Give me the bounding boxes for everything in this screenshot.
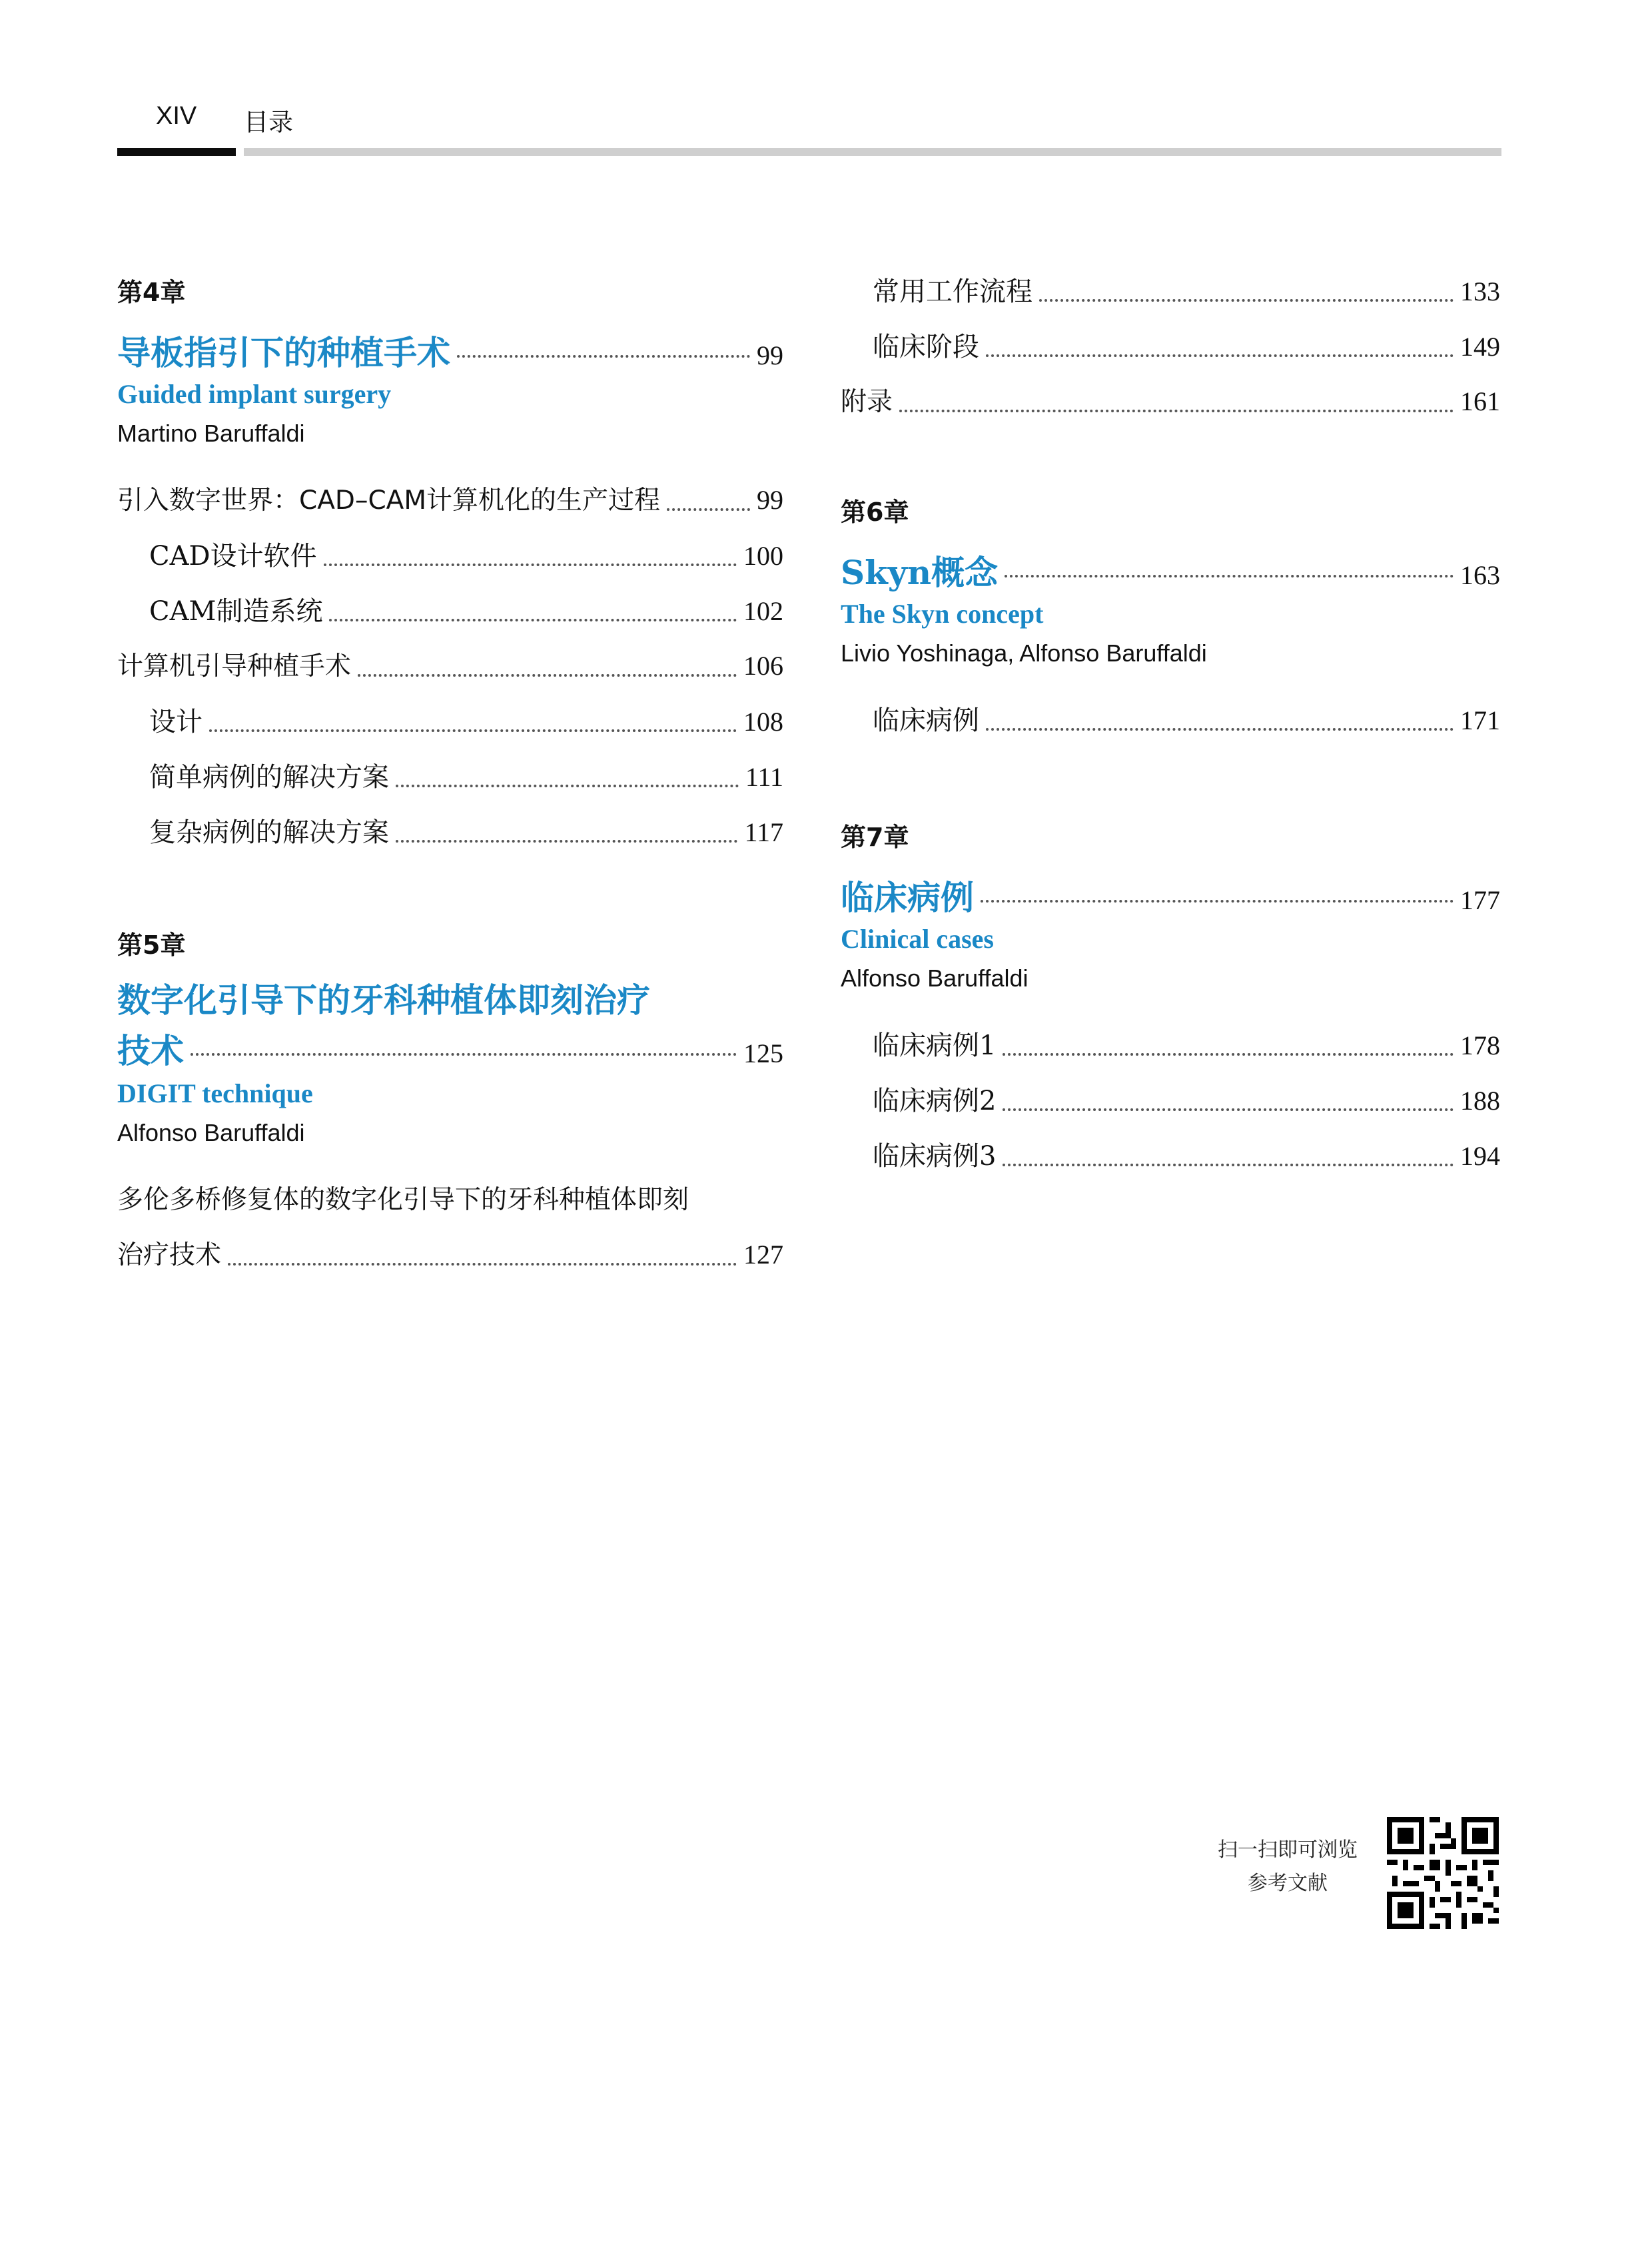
- chapter-title-english: The Skyn concept: [841, 599, 1044, 629]
- page-ref: 163: [1460, 560, 1500, 590]
- leader-dots: [986, 354, 1453, 357]
- toc-entry-text: 设计: [149, 707, 203, 737]
- toc-entry-text: 复杂病例的解决方案: [149, 817, 389, 848]
- toc-entry-appendix[interactable]: [841, 381, 1500, 418]
- leader-dots: [667, 508, 750, 511]
- leader-dots: [358, 674, 737, 677]
- toc-entry-text: 临床病例2: [873, 1086, 997, 1116]
- leader-dots: [1003, 1053, 1453, 1056]
- page-ref: 99: [757, 485, 783, 515]
- page-ref: 177: [1460, 885, 1500, 915]
- chapter-title: Skyn概念: [841, 553, 999, 592]
- toc-entry[interactable]: [117, 1234, 783, 1272]
- toc-entry[interactable]: [117, 645, 783, 683]
- chapter-title-entry[interactable]: [841, 546, 1500, 592]
- chapter-label: 第7章: [841, 823, 909, 852]
- page-ref: 106: [743, 651, 783, 681]
- toc-entry-text: 计算机引导种植手术: [117, 651, 352, 681]
- toc-entry-text: 临床病例1: [873, 1030, 997, 1061]
- header-rule-dark: [117, 148, 236, 156]
- page-ref: 178: [1460, 1030, 1500, 1060]
- page-ref: 171: [1460, 705, 1500, 735]
- chapter-title-entry[interactable]: [841, 871, 1500, 917]
- chapter-title-english: Guided implant surgery: [117, 379, 392, 409]
- chapter-author: Alfonso Baruffaldi: [117, 1119, 305, 1146]
- chapter-label: 第5章: [117, 931, 186, 960]
- toc-entry[interactable]: [149, 535, 783, 572]
- toc-entry-text: CAM制造系统: [149, 596, 323, 627]
- leader-dots: [329, 619, 737, 621]
- chapter-author: Alfonso Baruffaldi: [841, 964, 1029, 992]
- page-ref: 125: [743, 1038, 783, 1068]
- leader-dots: [191, 1053, 737, 1056]
- toc-entry-text: CAD设计软件: [149, 541, 317, 571]
- toc-entry-text-line2: 治疗技术: [117, 1240, 222, 1270]
- leader-dots: [1003, 1164, 1453, 1166]
- header-rule-light: [244, 148, 1501, 156]
- toc-entry[interactable]: [873, 1080, 1500, 1117]
- toc-entry[interactable]: [873, 1135, 1500, 1172]
- leader-dots: [1003, 1108, 1453, 1111]
- toc-entry[interactable]: [873, 1024, 1500, 1062]
- chapter-title: 临床病例: [841, 878, 974, 917]
- page-ref: 111: [745, 762, 783, 792]
- page-number: XIV: [156, 102, 197, 130]
- page-ref: 133: [1460, 276, 1500, 306]
- toc-entry[interactable]: [149, 756, 783, 793]
- chapter-author: Livio Yoshinaga, Alfonso Baruffaldi: [841, 639, 1207, 667]
- page-ref: 194: [1460, 1141, 1500, 1171]
- toc-entry[interactable]: [149, 590, 783, 627]
- leader-dots: [899, 410, 1453, 412]
- toc-entry[interactable]: [873, 270, 1500, 308]
- chapter-title: 数字化引导下的牙科种植体即刻治疗: [117, 980, 650, 1020]
- qr-caption-line2: 参考文献: [1248, 1872, 1328, 1895]
- toc-entry-text: 临床病例: [873, 705, 979, 736]
- page-ref: 100: [743, 541, 783, 571]
- toc-entry[interactable]: [149, 811, 783, 849]
- leader-dots: [396, 785, 739, 787]
- qr-caption-line1: 扫一扫即可浏览: [1218, 1838, 1358, 1862]
- toc-entry-text: 简单病例的解决方案: [149, 762, 389, 793]
- chapter-title-entry[interactable]: [117, 326, 783, 372]
- page-ref: 149: [1460, 332, 1500, 362]
- leader-dots: [981, 900, 1453, 903]
- toc-entry-text: 临床阶段: [873, 332, 979, 362]
- page-ref: 127: [743, 1240, 783, 1270]
- leader-dots: [1039, 299, 1453, 302]
- page-ref: 117: [744, 817, 783, 847]
- toc-entry-text-line1: 多伦多桥修复体的数字化引导下的牙科种植体即刻: [117, 1185, 689, 1215]
- chapter-title-english: DIGIT technique: [117, 1078, 313, 1108]
- page-ref: 161: [1460, 386, 1500, 416]
- toc-entry[interactable]: [149, 701, 783, 738]
- toc-entry-text: 临床病例3: [873, 1141, 997, 1172]
- page-ref: 102: [743, 596, 783, 626]
- leader-dots: [457, 355, 750, 358]
- chapter-title: 导板指引下的种植手术: [117, 333, 450, 372]
- chapter-label: 第6章: [841, 498, 909, 527]
- toc-entry-text: 引入数字世界：CAD–CAM计算机化的生产过程: [117, 486, 661, 516]
- chapter-title-entry[interactable]: [117, 1024, 783, 1070]
- toc-entry[interactable]: [873, 699, 1500, 737]
- toc-entry[interactable]: [873, 326, 1500, 363]
- toc-entry[interactable]: [117, 480, 783, 517]
- chapter-title-english: Clinical cases: [841, 924, 994, 954]
- page-ref: 108: [743, 707, 783, 737]
- leader-dots: [228, 1263, 737, 1266]
- toc-entry-text: 常用工作流程: [873, 276, 1032, 307]
- section-title: 目录: [244, 108, 293, 137]
- toc-entry-text: 附录: [841, 387, 893, 417]
- chapter-label: 第4章: [117, 278, 186, 307]
- leader-dots: [1005, 575, 1453, 577]
- leader-dots: [324, 563, 737, 566]
- leader-dots: [396, 840, 737, 843]
- leader-dots: [209, 729, 737, 732]
- page-ref: 99: [757, 340, 783, 370]
- qr-code[interactable]: [1387, 1817, 1499, 1929]
- leader-dots: [986, 728, 1453, 731]
- chapter-author: Martino Baruffaldi: [117, 420, 305, 447]
- page-ref: 188: [1460, 1086, 1500, 1116]
- chapter-title-line2: 技术: [117, 1031, 184, 1070]
